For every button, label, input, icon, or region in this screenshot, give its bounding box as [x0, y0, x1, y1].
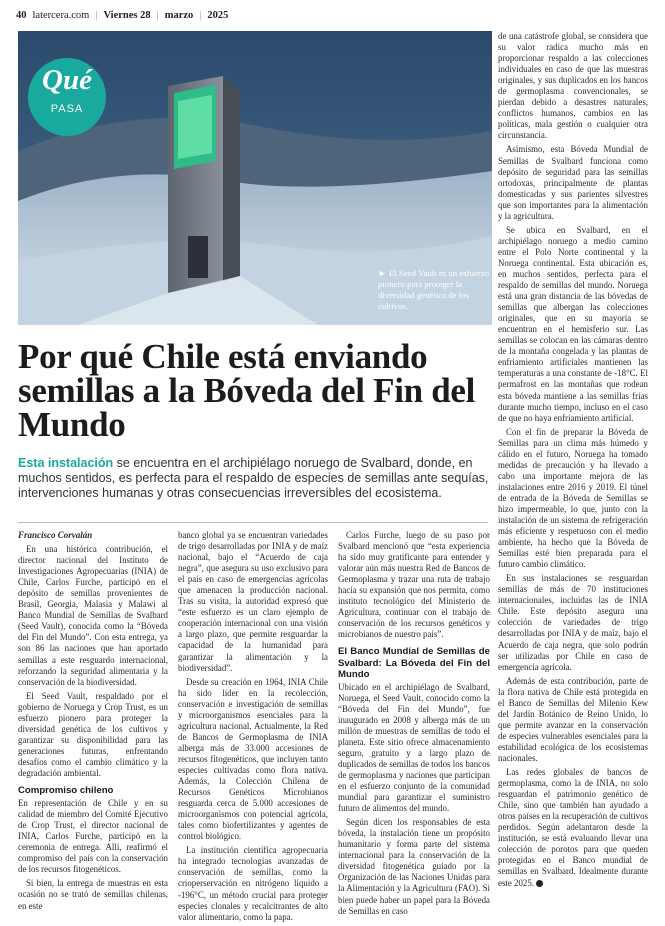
end-mark-icon — [536, 880, 543, 887]
article-deck — [18, 456, 496, 501]
deck-lead: Esta instalación — [18, 456, 114, 470]
page-number: 40 — [16, 9, 27, 21]
que-pasa-badge — [28, 58, 106, 136]
article-column-1 — [18, 530, 168, 915]
photo-caption: ► El Seed Vault es un esfuerzo pionero para proteger la diversidad genética de los cultivos. — [378, 268, 490, 311]
site-name[interactable]: latercera.com — [32, 9, 90, 21]
paragraph: Carlos Furche, luego de su paso por Svalbard mencionó que “esta experiencia ha sido muy gratificante para entender y valorar aún más nuestra Red de Bancos de Germoplasma y trazar una ruta de trabajo hacia su expansión que nos permita, como instituto tecnológico del Ministerio de Agricultura, continuar con el trabajo de conservación de los recursos genéticos y microbianos de nuestro país”. — [338, 530, 490, 640]
badge-title: Qué — [42, 64, 92, 96]
paragraph: Ubicado en el archipiélago de Svalbard, Noruega, el Seed Vault, conocido como la “Bóveda del Fin del Mundo”, fue inaugurado en 2008 y alberga más de un millón de muestras de semillas de todo el planeta. Este sitio ofrece almacenamiento seguro, gratuito y a largo plazo de duplicados de semillas de todos los bancos de germoplasma y naciones que participan en el esfuerzo conjunto de la comunidad mundial para garantizar el suministro futuro de alimentos del mundo. — [338, 681, 490, 814]
article-column-2 — [178, 530, 328, 926]
paragraph: Además de esta contribución, parte de la flora nativa de Chile está protegida en el Banco de Semillas del Milenio Kew del Jardín Botánico de Reino Unido, lo que permite avanzar en la conservación de especies vulnerables esenciales para la estabilidad ecológica de los ecosistemas nacionales. — [498, 675, 648, 763]
paragraph: de una catástrofe global, se considera que su valor radica mucho más en proporcionar respaldo a las colecciones individuales en caso de que las muestras originales, y sus duplicados en los bancos de germoplasma convencionales, se pierdan debido a desastres naturales, conflictos humanos, cambios en las políticas, mala gestión o cualquier otra circunstancia. — [498, 31, 648, 141]
paragraph: Asimismo, esta Bóveda Mundial de Semillas de Svalbard funciona como depósito de seguridad para las semillas ortodoxas, principalmente de plantas domesticadas y sus parientes silvestres que son importantes para la alimentación y la agricultura. — [498, 144, 648, 221]
subheading: El Banco Mundial de Semillas de Svalbard: La Bóveda del Fin del Mundo — [338, 646, 490, 680]
paragraph: Si bien, la entrega de muestras en esta ocasión no se trató de semillas chilenas, en este — [18, 878, 168, 911]
paragraph: banco global ya se encuentran variedades de trigo desarrolladas por INIA y de maíz nacional, bajo el “Acuerdo de caja negra”, que asegura su uso exclusivo para el país en caso de emergencias agrícolas que amenacen la producción nacional. Tras su visita, la autoridad expresó que “este esfuerzo es un claro ejemplo de cooperación internacional con una visión a largo plazo, que permite resguardar la capacidad de la humanidad para garantizar la alimentación y la biodiversidad”. — [178, 530, 328, 673]
paragraph: Con el fin de preparar la Bóveda de Semillas para un clima más húmedo y cálido en el futuro, Noruega ha tomado medidas de precaución y ha llevado a cabo una importante mejora de las instalaciones entre 2016 y 2019. El túnel de entrada de la Bóveda de Semillas se hizo impermeable, lo que, junto con la instalación de un sistema de refrigeración más eficiente y respetuoso con el medio ambiente, ha hecho que la Bóveda de Semillas esté bien preparada para el futuro cambio climático. — [498, 426, 648, 570]
paragraph: En sus instalaciones se resguardan semillas de más de 70 instituciones internacionales, incluidas las de INIA Chile. Este depósito asegura una colección de variedades de trigo desarrolladas por INIA y de maíz, bajo el Acuerdo de caja negra, que solo podrán ser utilizadas por Chile en caso de emergencia agrícola. — [498, 573, 648, 672]
final-paragraph-text: Las redes globales de bancos de germoplasma, como la de INIA, no solo resguardan el patrimonio genético de Chile, sino que también han ayudado a otros países en la recuperación de cultivos perdidos. Según adelantaron desde la institución, se está evaluando llevar una colección de porotos para que queden protegidas en el Banco mundial de semillas en Svalbard. Idealmente durante este 2025. — [498, 767, 648, 888]
article-headline: Por qué Chile está enviando semillas a la Bóveda del Fin del Mundo — [18, 337, 476, 444]
paragraph: Desde su creación en 1964, INIA Chile ha sido líder en la recolección, conservación e investigación de semillas y microorganismos esenciales para la agricultura nacional. Actualmente, la Red de Bancos de Germoplasma de INIA alberga más de 33.000 accesiones de recursos fitogenéticos, que incluyen tanto especies cultivadas como flora nativa. Además, la Colección Chilena de Recursos Genéticos Microbianos resguarda cerca de 5.000 accesiones de microorganismos con potencial agrícola, tales como biofertilizantes y agentes de control biológico. — [178, 676, 328, 842]
issue-year: 2025 — [207, 9, 229, 21]
paragraph: Según dicen los responsables de esta bóveda, la instalación tiene un propósito humanitario y forma parte del sistema internacional para la conservación de la diversidad fitogenética guiado por la Organización de las Naciones Unidas para la Alimentación y la Agricultura (FAO). Si bien puede haber un papel para la Bóveda de Semillas en caso — [338, 817, 490, 916]
page-header: 40 latercera.com | Viernes 28 | marzo | 2025 — [16, 9, 229, 21]
paragraph: La institución científica agropecuaria ha integrado tecnologías avanzadas de conservación de semillas, como la crioperservación en nitrógeno líquido a -196°C, un método crucial para proteger especies clonales y recalcitrantes de alto valor alimentario, como la papa. — [178, 845, 328, 922]
issue-month: marzo — [164, 9, 194, 21]
deck-text: se encuentra en el archipiélago noruego de Svalbard, donde, en muchos sentidos, es perfecta para el respaldo de especies de semillas ante sequías, intervenciones humanas y otras consecuencias irreversibles del ecosistema. — [18, 456, 489, 500]
issue-day: Viernes 28 — [103, 9, 151, 21]
paragraph: Se ubica en Svalbard, en el archipiélago noruego a medio camino entre el Polo Norte continental y la Noruega continental. Esta ubicación es, en muchos sentidos, perfecta para el respaldo de semillas del mundo. Noruega está una gran distancia de las bóvedas de semillas que albergan las colecciones originales, que en su mayoría se encuentran en el hemisferio sur. Las semillas se colocan en las cámaras dentro de la montaña congelada y las plantas de enfriamiento artificiales mantienen las temperaturas a una constante de -18°C. El permafrost en las montañas que rodean esta bóveda mantiene a las semillas frías durante mucho tiempo, incluso en el caso de que no haya enfriamiento artificial. — [498, 224, 648, 423]
paragraph: En representación de Chile y en su calidad de miembro del Comité Ejecutivo de Crop Trust, el director nacional de INIA, Carlos Furche, participó en la ceremonia de entrega. Allí, reafirmó el compromiso del país con la conservación de los recursos fitogenéticos. — [18, 798, 168, 875]
divider — [18, 522, 488, 523]
paragraph — [498, 767, 648, 889]
paragraph: El Seed Vault, respaldado por el gobierno de Noruega y Crop Trust, es un esfuerzo pionero para proteger la diversidad genética de los cultivos y garantizar su disponibilidad para las generaciones futuras, enfrentando desafíos como el cambio climático y la degradación ambiental. — [18, 690, 168, 778]
subheading: Compromiso chileno — [18, 785, 114, 797]
article-column-4 — [498, 31, 648, 892]
badge-subtitle: PASA — [50, 103, 84, 115]
article-column-3 — [338, 530, 490, 920]
byline: Francisco Corvalán — [18, 530, 93, 540]
paragraph: En una histórica contribución, el director nacional del Instituto de Investigaciones Agropecuarias (INIA) de Chile, Carlos Furche, participó en el depósito de semillas provenientes de Brasil, Georgia, Malasia y Malawi al Banco Mundial de Semillas de Svalbard (Seed Vault), conocida como la “Bóveda del Fin del Mundo”. Con esta entrega, ya son 86 las naciones que han aportado semillas a este resguardo internacional, reforzando la seguridad alimentaria y la conservación de la biodiversidad. — [18, 544, 168, 687]
